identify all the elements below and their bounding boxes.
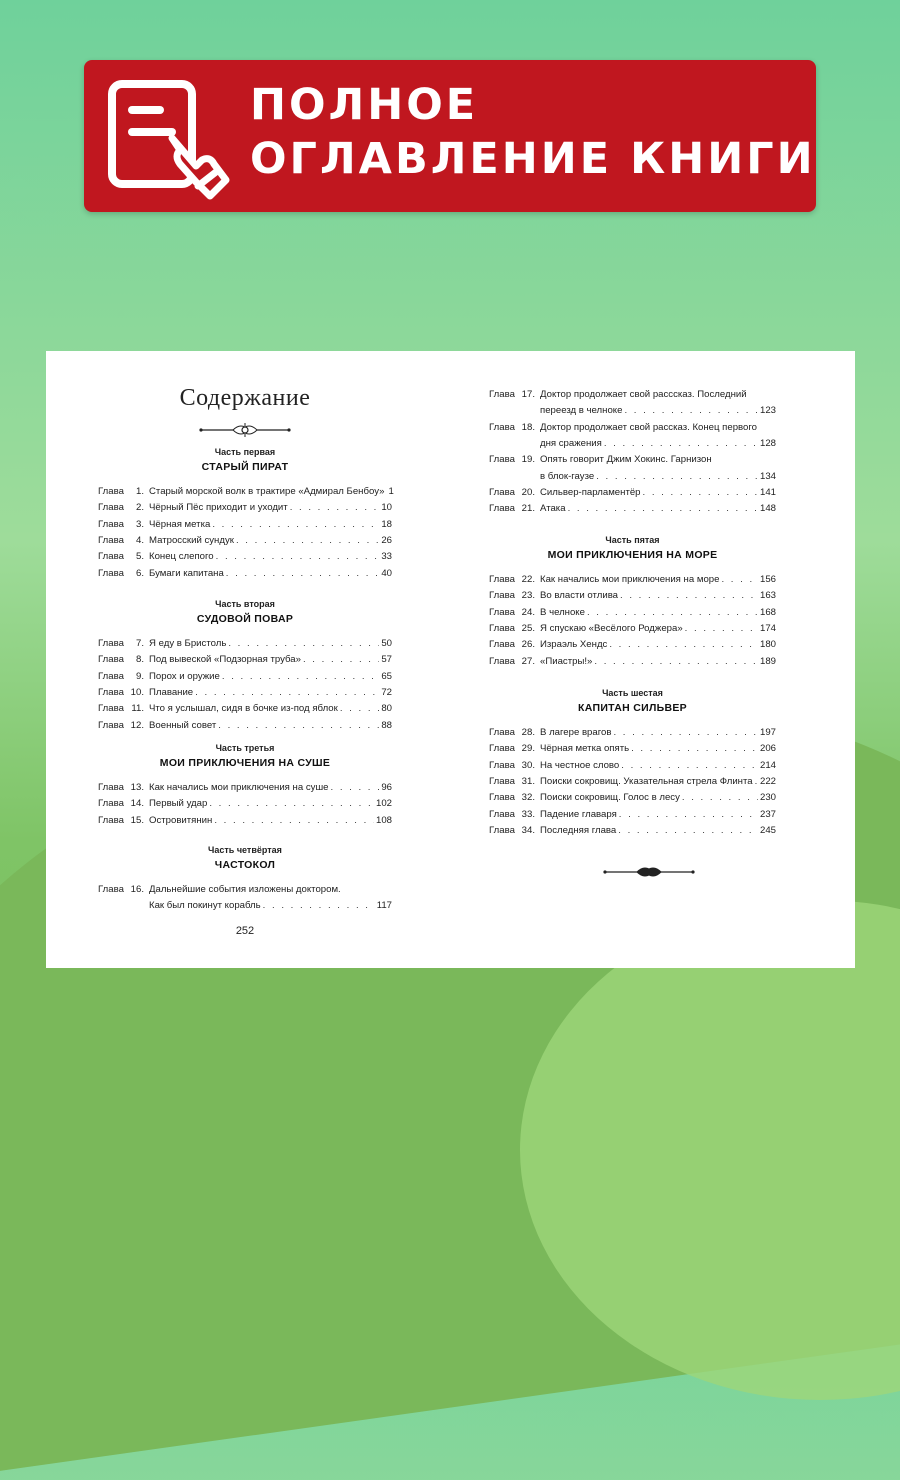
page-number: 252 bbox=[235, 925, 255, 937]
chapter-word: Глава bbox=[489, 743, 515, 755]
chapter-title: Доктор продолжает свой расссказ. Последний bbox=[540, 389, 747, 400]
toc-entry[interactable] bbox=[98, 781, 392, 795]
chapter-title: «Пиастры!» bbox=[540, 655, 593, 667]
part-title: ЧАСТОКОЛ bbox=[214, 859, 276, 871]
dot-leader bbox=[613, 726, 758, 740]
part-label: Часть третья bbox=[215, 743, 275, 753]
chapter-title-continued: Как был покинут корабль bbox=[149, 900, 261, 912]
chapter-word: Глава bbox=[98, 670, 124, 682]
toc-entry[interactable] bbox=[489, 824, 776, 838]
dot-leader bbox=[596, 470, 758, 484]
chapter-title: Дальнейшие события изложены доктором. bbox=[149, 884, 341, 895]
toc-entry[interactable] bbox=[489, 622, 776, 636]
chapter-page: 80 bbox=[381, 703, 392, 715]
banner-title-line-1: ПОЛНОЕ bbox=[250, 80, 479, 130]
toc-entry[interactable] bbox=[98, 719, 392, 733]
chapter-page: 189 bbox=[759, 655, 776, 667]
chapter-title-continued: переезд в челноке bbox=[540, 405, 623, 417]
chapter-page: 18 bbox=[381, 518, 392, 530]
chapter-number: 8. bbox=[135, 654, 144, 666]
toc-entry[interactable] bbox=[489, 421, 776, 435]
toc-entry[interactable] bbox=[98, 653, 392, 667]
chapter-page: 26 bbox=[381, 534, 392, 546]
chapter-title: Под вывеской «Подзорная труба» bbox=[149, 654, 301, 666]
chapter-page: 180 bbox=[759, 639, 776, 651]
chapter-word: Глава bbox=[489, 622, 515, 634]
chapter-word: Глава bbox=[98, 638, 124, 649]
chapter-page: 50 bbox=[381, 638, 392, 649]
chapter-title: Опять говорит Джим Хокинс. Гарнизон bbox=[540, 454, 712, 466]
banner-title-line-2: ОГЛАВЛЕНИЕ КНИГИ bbox=[250, 134, 816, 184]
chapter-word: Глава bbox=[98, 782, 124, 793]
chapter-title: Матросский сундук bbox=[149, 534, 234, 546]
chapter-number: 22. bbox=[521, 574, 535, 585]
toc-entry[interactable] bbox=[489, 726, 776, 740]
chapter-word: Глава bbox=[489, 808, 515, 820]
toc-entry[interactable] bbox=[98, 814, 392, 828]
toc-entry[interactable] bbox=[98, 797, 392, 811]
chapter-title: Плавание bbox=[149, 686, 194, 698]
toc-entry[interactable] bbox=[489, 655, 776, 669]
toc-entry[interactable] bbox=[489, 453, 776, 467]
part-title: СТАРЫЙ ПИРАТ bbox=[201, 461, 289, 473]
chapter-page: 123 bbox=[759, 405, 776, 417]
dot-leader bbox=[226, 567, 380, 581]
toc-entry[interactable] bbox=[489, 606, 776, 620]
chapter-word: Глава bbox=[489, 655, 515, 667]
toc-entry[interactable] bbox=[98, 485, 392, 499]
chapter-title: Чёрная метка bbox=[149, 518, 211, 530]
chapter-title: Я еду в Бристоль bbox=[149, 638, 227, 649]
chapter-page: 88 bbox=[381, 719, 392, 731]
chapter-word: Глава bbox=[489, 389, 515, 400]
chapter-title: Военный совет bbox=[149, 719, 217, 731]
chapter-page: 206 bbox=[759, 743, 776, 755]
chapter-page: 245 bbox=[759, 824, 776, 836]
chapter-word: Глава bbox=[489, 486, 515, 498]
toc-entry[interactable] bbox=[489, 742, 776, 756]
toc-entry[interactable] bbox=[489, 388, 776, 402]
chapter-number: 4. bbox=[135, 534, 144, 546]
chapter-word: Глава bbox=[489, 639, 515, 651]
chapter-word: Глава bbox=[489, 503, 515, 515]
chapter-number: 28. bbox=[521, 727, 535, 738]
chapter-page: 1 bbox=[388, 486, 394, 497]
chapter-word: Глава bbox=[98, 814, 124, 826]
toc-entry-continuation[interactable] bbox=[540, 437, 776, 451]
chapter-title: Атака bbox=[540, 503, 566, 515]
chapter-title: Во власти отлива bbox=[540, 590, 619, 602]
chapter-word: Глава bbox=[489, 824, 515, 836]
chapter-title: Чёрный Пёс приходит и уходит bbox=[149, 502, 288, 514]
chapter-word: Глава bbox=[489, 454, 515, 466]
chapter-number: 17. bbox=[521, 389, 535, 400]
chapter-number: 29. bbox=[521, 743, 535, 755]
chapter-title: Падение главаря bbox=[540, 808, 617, 820]
document-hand-icon bbox=[102, 76, 232, 200]
chapter-page: 117 bbox=[376, 900, 392, 912]
chapter-title-continued: дня сражения bbox=[540, 437, 602, 449]
chapter-title: Поиски сокровищ. Голос в лесу bbox=[540, 792, 680, 804]
chapter-page: 237 bbox=[759, 808, 776, 820]
dot-leader bbox=[685, 622, 758, 636]
chapter-page: 96 bbox=[381, 782, 392, 793]
chapter-page: 102 bbox=[375, 798, 392, 810]
dot-leader bbox=[214, 814, 374, 828]
chapter-number: 19. bbox=[521, 454, 535, 466]
chapter-title: На честное слово bbox=[540, 759, 620, 771]
chapter-word: Глава bbox=[98, 703, 124, 715]
chapter-page: 72 bbox=[381, 686, 392, 698]
chapter-page: 108 bbox=[375, 814, 392, 826]
dot-leader bbox=[620, 589, 758, 603]
book-page-spread bbox=[46, 351, 855, 968]
dot-leader bbox=[340, 702, 380, 716]
chapter-title: Островитянин bbox=[149, 814, 213, 826]
part-title: СУДОВОЙ ПОВАР bbox=[196, 613, 294, 625]
chapter-page: 40 bbox=[381, 567, 392, 579]
chapter-page: 57 bbox=[381, 654, 392, 666]
chapter-number: 33. bbox=[521, 808, 535, 820]
chapter-page: 134 bbox=[759, 470, 776, 482]
dot-leader bbox=[587, 606, 758, 620]
chapter-title: Чёрная метка опять bbox=[540, 743, 630, 755]
chapter-number: 13. bbox=[130, 782, 144, 793]
toc-entry[interactable] bbox=[489, 759, 776, 773]
chapter-title: Я спускаю «Весёлого Роджера» bbox=[540, 622, 683, 634]
toc-entry[interactable] bbox=[98, 501, 392, 515]
chapter-number: 11. bbox=[131, 703, 144, 715]
dot-leader bbox=[290, 501, 380, 515]
chapter-title: Поиски сокровищ. Указательная стрела Флинта bbox=[540, 775, 753, 787]
dot-leader bbox=[643, 486, 758, 500]
chapter-number: 2. bbox=[135, 502, 144, 514]
chapter-title: Старый морской волк в трактире «Адмирал Бенбоу» bbox=[149, 486, 385, 497]
chapter-page: 230 bbox=[759, 792, 776, 804]
chapter-word: Глава bbox=[489, 606, 515, 618]
chapter-word: Глава bbox=[489, 574, 515, 585]
toc-entry[interactable] bbox=[489, 791, 776, 805]
toc-entry[interactable] bbox=[98, 883, 392, 897]
dot-leader bbox=[624, 404, 758, 418]
part-title: КАПИТАН СИЛЬВЕР bbox=[578, 702, 687, 714]
chapter-word: Глава bbox=[489, 421, 515, 433]
chapter-title: В лагере врагов bbox=[540, 727, 612, 738]
chapter-page: 222 bbox=[759, 775, 776, 787]
chapter-number: 3. bbox=[135, 518, 144, 530]
part-label: Часть вторая bbox=[215, 599, 275, 609]
toc-entry[interactable] bbox=[98, 670, 392, 684]
chapter-word: Глава bbox=[98, 798, 124, 810]
dot-leader bbox=[236, 534, 379, 548]
chapter-word: Глава bbox=[98, 551, 124, 563]
chapter-word: Глава bbox=[98, 884, 124, 895]
chapter-page: 128 bbox=[759, 437, 776, 449]
part-label: Часть шестая bbox=[602, 688, 663, 698]
chapter-number: 26. bbox=[521, 639, 535, 651]
chapter-page: 163 bbox=[759, 590, 776, 602]
chapter-title: Бумаги капитана bbox=[149, 567, 224, 579]
toc-entry[interactable] bbox=[489, 486, 776, 500]
chapter-number: 15. bbox=[130, 814, 144, 826]
ornament-end-icon bbox=[601, 865, 697, 879]
toc-entry[interactable] bbox=[489, 573, 776, 587]
chapter-page: 174 bbox=[759, 622, 776, 634]
ornament-divider-icon bbox=[197, 423, 293, 437]
chapter-page: 168 bbox=[759, 606, 776, 618]
chapter-page: 10 bbox=[381, 502, 392, 514]
chapter-title: Первый удар bbox=[149, 798, 208, 810]
chapter-word: Глава bbox=[98, 686, 124, 698]
dot-leader bbox=[209, 797, 374, 811]
chapter-number: 12. bbox=[130, 719, 144, 731]
part-label: Часть четвёртая bbox=[208, 845, 282, 855]
dot-leader bbox=[216, 550, 380, 564]
chapter-number: 5. bbox=[135, 551, 144, 563]
dot-leader bbox=[594, 655, 758, 669]
toc-entry-continuation[interactable] bbox=[540, 470, 776, 484]
chapter-word: Глава bbox=[98, 502, 124, 514]
chapter-number: 6. bbox=[135, 567, 144, 579]
chapter-word: Глава bbox=[98, 567, 124, 579]
toc-entry[interactable] bbox=[489, 502, 776, 516]
toc-entry-continuation[interactable] bbox=[149, 899, 392, 913]
toc-entry[interactable] bbox=[98, 534, 392, 548]
dot-leader bbox=[568, 502, 758, 516]
chapter-number: 16. bbox=[130, 884, 144, 895]
chapter-number: 18. bbox=[521, 421, 535, 433]
chapter-title: Как начались мои приключения на море bbox=[540, 574, 720, 585]
toc-entry[interactable] bbox=[98, 637, 392, 651]
chapter-title: Доктор продолжает свой рассказ. Конец первого bbox=[540, 421, 757, 433]
chapter-title: Порох и оружие bbox=[149, 670, 220, 682]
chapter-word: Глава bbox=[98, 486, 124, 497]
dot-leader bbox=[631, 742, 758, 756]
dot-leader bbox=[604, 437, 758, 451]
chapter-page: 156 bbox=[759, 574, 776, 585]
toc-entry[interactable] bbox=[98, 550, 392, 564]
chapter-page: 65 bbox=[381, 670, 392, 682]
chapter-title: Израэль Хендс bbox=[540, 639, 608, 651]
dot-leader bbox=[682, 791, 758, 805]
chapter-number: 27. bbox=[521, 655, 535, 667]
dot-leader bbox=[330, 781, 379, 795]
dot-leader bbox=[218, 719, 379, 733]
chapter-number: 10. bbox=[130, 686, 144, 698]
chapter-word: Глава bbox=[98, 534, 124, 546]
dot-leader bbox=[263, 899, 375, 913]
banner-title bbox=[250, 78, 816, 186]
toc-entry[interactable] bbox=[489, 808, 776, 822]
dot-leader bbox=[609, 638, 758, 652]
chapter-number: 21. bbox=[521, 503, 535, 515]
chapter-number: 7. bbox=[135, 638, 144, 649]
toc-entry-continuation[interactable] bbox=[540, 404, 776, 418]
chapter-number: 1. bbox=[135, 486, 144, 497]
chapter-page: 141 bbox=[759, 486, 776, 498]
chapter-word: Глава bbox=[489, 727, 515, 738]
chapter-title: Как начались мои приключения на суше bbox=[149, 782, 329, 793]
chapter-title-continued: в блок-гаузе bbox=[540, 470, 595, 482]
toc-entry[interactable] bbox=[489, 638, 776, 652]
chapter-title: В челноке bbox=[540, 606, 585, 618]
chapter-page: 148 bbox=[759, 503, 776, 515]
dot-leader bbox=[755, 775, 758, 789]
toc-heading: Содержание bbox=[179, 385, 311, 411]
chapter-number: 31. bbox=[521, 775, 535, 787]
chapter-number: 20. bbox=[521, 486, 535, 498]
chapter-word: Глава bbox=[489, 759, 515, 771]
dot-leader bbox=[621, 759, 758, 773]
chapter-word: Глава bbox=[489, 775, 515, 787]
part-label: Часть первая bbox=[214, 447, 276, 457]
toc-entry[interactable] bbox=[98, 702, 392, 716]
chapter-page: 214 bbox=[759, 759, 776, 771]
header-banner bbox=[84, 60, 816, 212]
chapter-word: Глава bbox=[489, 590, 515, 602]
toc-entry[interactable] bbox=[489, 775, 776, 789]
chapter-title: Сильвер-парламентёр bbox=[540, 486, 641, 498]
chapter-word: Глава bbox=[98, 518, 124, 530]
dot-leader bbox=[618, 824, 758, 838]
chapter-number: 24. bbox=[521, 606, 535, 618]
chapter-number: 14. bbox=[130, 798, 144, 810]
toc-entry[interactable] bbox=[489, 589, 776, 603]
chapter-number: 9. bbox=[135, 670, 144, 682]
chapter-number: 32. bbox=[521, 792, 535, 804]
toc-entry[interactable] bbox=[98, 518, 392, 532]
chapter-page: 197 bbox=[759, 727, 776, 738]
dot-leader bbox=[619, 808, 758, 822]
chapter-title: Конец слепого bbox=[149, 551, 214, 563]
chapter-word: Глава bbox=[489, 792, 515, 804]
chapter-word: Глава bbox=[98, 654, 124, 666]
chapter-title: Что я услышал, сидя в бочке из-под яблок bbox=[149, 703, 338, 715]
dot-leader bbox=[195, 686, 379, 700]
toc-entry[interactable] bbox=[98, 686, 392, 700]
part-label: Часть пятая bbox=[605, 535, 660, 545]
chapter-page: 33 bbox=[381, 551, 392, 563]
part-title: МОИ ПРИКЛЮЧЕНИЯ НА СУШЕ bbox=[159, 757, 331, 769]
chapter-number: 34. bbox=[521, 824, 535, 836]
part-title: МОИ ПРИКЛЮЧЕНИЯ НА МОРЕ bbox=[547, 549, 718, 561]
dot-leader bbox=[228, 637, 379, 651]
dot-leader bbox=[303, 653, 379, 667]
dot-leader bbox=[222, 670, 379, 684]
chapter-title: Последняя глава bbox=[540, 824, 617, 836]
chapter-number: 23. bbox=[521, 590, 535, 602]
dot-leader bbox=[212, 518, 379, 532]
chapter-number: 25. bbox=[521, 622, 535, 634]
chapter-number: 30. bbox=[521, 759, 535, 771]
dot-leader bbox=[721, 573, 758, 587]
chapter-word: Глава bbox=[98, 719, 124, 731]
toc-entry[interactable] bbox=[98, 567, 392, 581]
